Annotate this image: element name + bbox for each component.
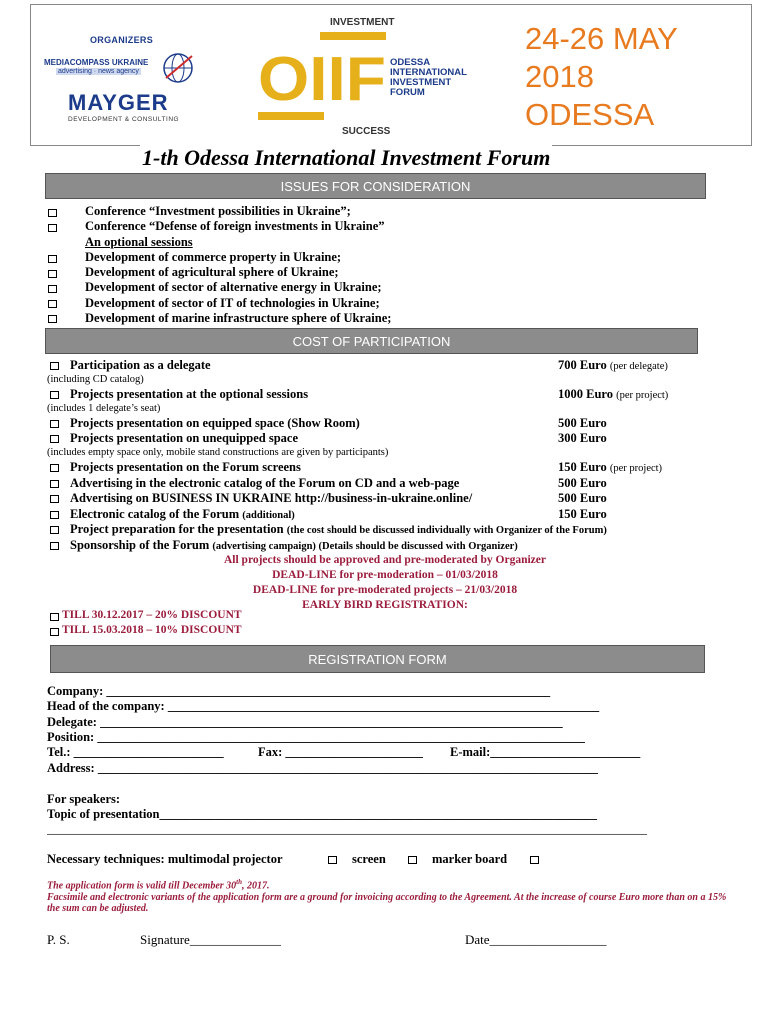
oiif-line: ODESSA (390, 57, 431, 68)
oiif-line: FORUM (390, 87, 425, 98)
issue-checkbox[interactable] (48, 270, 57, 278)
cost-item-screens: Projects presentation on the Forum screens (70, 460, 301, 474)
email-field[interactable]: E-mail:________________________ (450, 745, 641, 759)
screen-checkbox[interactable] (408, 856, 417, 864)
marker-board-checkbox[interactable] (530, 856, 539, 864)
ps-label: P. S. (47, 932, 70, 947)
issue-checkbox[interactable] (48, 300, 57, 308)
issue-item: Conference “Defense of foreign investments in Ukraine” (85, 219, 385, 233)
issue-checkbox[interactable] (48, 209, 57, 217)
mediacompass-name: MEDIACOMPASS UKRAINE (44, 58, 149, 67)
cost-item-unequipped: Projects presentation on unequipped space (70, 431, 299, 445)
cost-checkbox[interactable] (50, 542, 59, 550)
oiif-line: INTERNATIONAL (390, 67, 467, 78)
screen-label: screen (352, 852, 386, 866)
cost-checkbox[interactable] (50, 480, 59, 488)
success-label: SUCCESS (342, 126, 391, 137)
date-field[interactable]: Date__________________ (465, 932, 607, 947)
price-catalog-web: 500 Euro (558, 476, 607, 490)
issue-item: Development of commerce property in Ukraine; (85, 250, 342, 264)
cost-checkbox[interactable] (50, 511, 59, 519)
speakers-label: For speakers: (47, 792, 121, 806)
notice-early-bird: EARLY BIRD REGISTRATION: (302, 599, 468, 611)
organizers-label: ORGANIZERS (90, 35, 154, 45)
cost-note: (includes empty space only, mobile stand constructions are given by participants) (47, 447, 389, 458)
delegate-field[interactable]: Delegate: __________________________________________________________________________ (47, 715, 563, 729)
discount-checkbox[interactable] (50, 628, 59, 636)
cost-checkbox[interactable] (50, 495, 59, 503)
techniques-label: Necessary techniques: multimodal projector (47, 852, 283, 866)
issue-checkbox[interactable] (48, 285, 57, 293)
company-field[interactable]: Company: _______________________________________________________________________ (47, 684, 551, 698)
notice-approval: All projects should be approved and pre-moderated by Organizer (223, 554, 546, 566)
cost-checkbox[interactable] (50, 435, 59, 443)
position-field[interactable]: Position: ______________________________________________________________________________ (47, 730, 585, 744)
discount-item: TILL 30.12.2017 – 20% DISCOUNT (62, 609, 242, 621)
head-of-company-field[interactable]: Head of the company: _____________________________________________________________________ (47, 699, 600, 713)
investment-label: INVESTMENT (330, 17, 395, 28)
cost-item-delegate: Participation as a delegate (70, 358, 211, 372)
notice-deadline-premoderation: DEAD-LINE for pre-moderation – 01/03/2018 (272, 569, 498, 581)
cost-item-optional-sessions: Projects presentation at the optional sessions (70, 387, 309, 401)
issue-checkbox[interactable] (48, 315, 57, 323)
optional-sessions-label: An optional sessions (85, 235, 193, 249)
price-optional-sessions: 1000 Euro (per project) (558, 387, 669, 401)
oiif-text (390, 58, 467, 98)
tel-field[interactable]: Tel.: ________________________ (47, 745, 224, 759)
cost-checkbox[interactable] (50, 391, 59, 399)
price-delegate: 700 Euro (per delegate) (558, 358, 668, 372)
issues-header: ISSUES FOR CONSIDERATION (45, 173, 706, 199)
cost-checkbox[interactable] (50, 526, 59, 534)
validity-note: The application form is valid till December 30th, 2017. (47, 878, 270, 892)
topic-field[interactable]: Topic of presentation______________________________________________________________________ (47, 807, 598, 821)
discount-item: TILL 15.03.2018 – 10% DISCOUNT (62, 624, 242, 636)
cost-note: (includes 1 delegate’s seat) (47, 403, 161, 414)
mediacompass-subtitle: advertising · news agency (58, 68, 139, 75)
issue-item: Conference “Investment possibilities in Ukraine”; (85, 204, 351, 218)
projector-checkbox[interactable] (328, 856, 337, 864)
registration-header: REGISTRATION FORM (50, 645, 705, 673)
cost-note: (including CD catalog) (47, 374, 144, 385)
issue-checkbox[interactable] (48, 224, 57, 232)
mayger-subtitle: DEVELOPMENT & CONSULTING (68, 116, 180, 123)
oiif-line: INVESTMENT (390, 77, 452, 88)
cost-item-business: Advertising on BUSINESS IN UKRAINE http://business-in-ukraine.online/ (70, 491, 473, 505)
globe-logo-icon (160, 48, 200, 88)
cost-item-ecatalog: Electronic catalog of the Forum (additional) (70, 507, 295, 521)
price-business: 500 Euro (558, 491, 607, 505)
oiif-logo (258, 30, 388, 122)
date-line: ODESSA (525, 97, 655, 132)
cost-checkbox[interactable] (50, 362, 59, 370)
legal-note: Facsimile and electronic variants of the application form are a ground for invoicing according to the Agreement. At the increase of course Euro more than on a 15% the sum can be adjusted. (47, 892, 727, 914)
notice-deadline-projects: DEAD-LINE for pre-moderated projects – 21/03/2018 (252, 584, 518, 596)
topic-line-field[interactable]: ________________________________________________________________________________________________ (47, 822, 647, 836)
price-screens: 150 Euro (per project) (558, 460, 663, 474)
cost-item-equipped: Projects presentation on equipped space (Show Room) (70, 416, 360, 430)
cost-item-preparation: Project preparation for the presentation (the cost should be discussed individually with Organizer of the Forum) (70, 522, 607, 536)
mayger-logo: MAYGER (68, 90, 169, 115)
cost-item-catalog-web: Advertising in the electronic catalog of the Forum on CD and a web-page (70, 476, 460, 490)
issue-item: Development of marine infrastructure sphere of Ukraine; (85, 311, 392, 325)
price-ecatalog: 150 Euro (558, 507, 607, 521)
cost-item-sponsorship: Sponsorship of the Forum (advertising campaign) (Details should be discussed with Organizer) (70, 538, 518, 552)
cost-checkbox[interactable] (50, 464, 59, 472)
issue-item: Development of sector of alternative energy in Ukraine; (85, 280, 382, 294)
address-field[interactable]: Address: ________________________________________________________________________________ (47, 761, 598, 775)
date-line: 2018 (525, 59, 594, 94)
issue-checkbox[interactable] (48, 255, 57, 263)
event-date (525, 20, 678, 134)
fax-field[interactable]: Fax: ______________________ (258, 745, 423, 759)
issue-item: Development of agricultural sphere of Ukraine; (85, 265, 339, 279)
cost-checkbox[interactable] (50, 420, 59, 428)
signature-field[interactable]: Signature______________ (140, 932, 281, 947)
oiif-logo-text: OIIF (258, 45, 386, 114)
cost-header: COST OF PARTICIPATION (45, 328, 698, 354)
date-line: 24-26 MAY (525, 21, 678, 56)
discount-checkbox[interactable] (50, 613, 59, 621)
price-equipped: 500 Euro (558, 416, 607, 430)
page-title: 1-th Odessa International Investment Forum (142, 145, 551, 170)
issue-item: Development of sector of IT of technologies in Ukraine; (85, 296, 380, 310)
marker-board-label: marker board (432, 852, 508, 866)
price-unequipped: 300 Euro (558, 431, 607, 445)
